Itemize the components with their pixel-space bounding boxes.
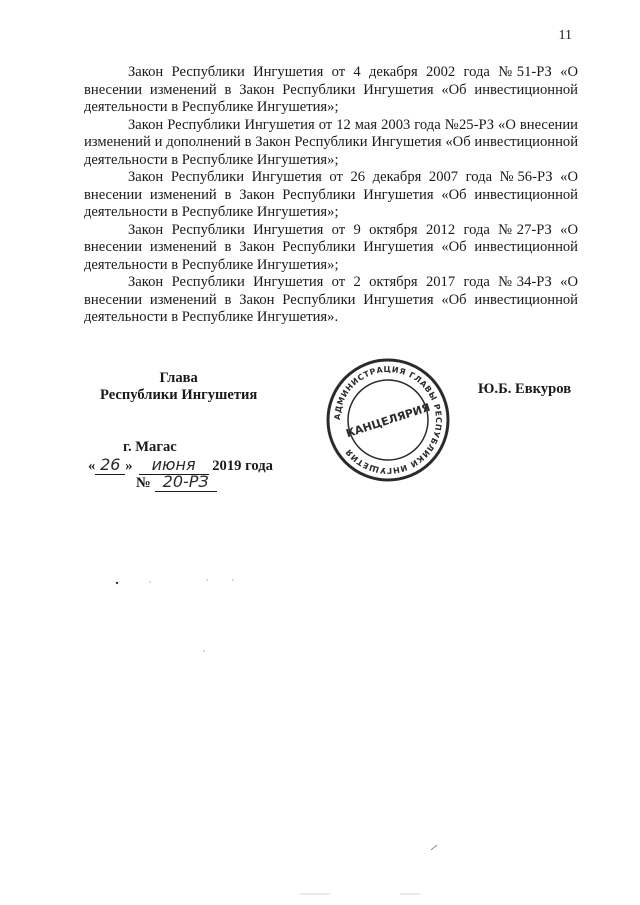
date-open-quote: « <box>88 458 96 474</box>
signatory-title-line1: Глава <box>159 370 198 386</box>
date-day-handwritten: 26 <box>95 455 125 475</box>
date-year: 2019 года <box>212 458 273 474</box>
signatory-name: Ю.Б. Евкуров <box>478 381 572 397</box>
law-number <box>136 472 217 492</box>
official-stamp <box>324 356 452 484</box>
date-close-quote: » <box>125 458 133 474</box>
stamp-ring-text: АДМИНИСТРАЦИЯ ГЛАВЫ РЕСПУБЛИКИ ИНГУШЕТИЯ <box>332 364 444 476</box>
law-number-prefix: № <box>136 475 151 491</box>
stamp-center-text: КАНЦЕЛЯРИЯ <box>344 400 432 441</box>
law-number-handwritten: 20-РЗ <box>155 472 217 492</box>
law-item: Закон Республики Ингушетия от 12 мая 2003 года №25-РЗ «О внесении изменений и дополнений в Закон Республики Ингушетия «Об инвестиционной деятельности в Республике Ингушетия»; <box>84 116 578 168</box>
law-item: Закон Республики Ингушетия от 9 октября 2012 года №27-РЗ «О внесении изменений в Закон Республики Ингушетия «Об инвестиционной деятельности в Республике Ингушетия»; <box>84 221 578 273</box>
law-item: Закон Республики Ингушетия от 26 декабря 2007 года №56-РЗ «О внесении изменений в Закон Республики Ингушетия «Об инвестиционной деятельности в Республике Ингушетия»; <box>84 169 578 220</box>
page-number: 11 <box>558 28 572 43</box>
signatory-title <box>100 370 257 404</box>
law-item: Закон Республики Ингушетия от 2 октября 2017 года №34-РЗ «О внесении изменений в Закон Республики Ингушетия «Об инвестиционной деятельности в Республике Ингушетия». <box>84 274 578 325</box>
signatory-title-line2: Республики Ингушетия <box>100 387 258 403</box>
law-list <box>84 64 578 327</box>
signing-place: г. Магас <box>123 439 177 455</box>
date-month-handwritten: июня <box>139 455 209 475</box>
law-item: Закон Республики Ингушетия от 4 декабря 2002 года №51-РЗ «О внесении изменений в Закон Республики Ингушетия «Об инвестиционной деятельности в Республике Ингушетия»; <box>84 64 578 115</box>
